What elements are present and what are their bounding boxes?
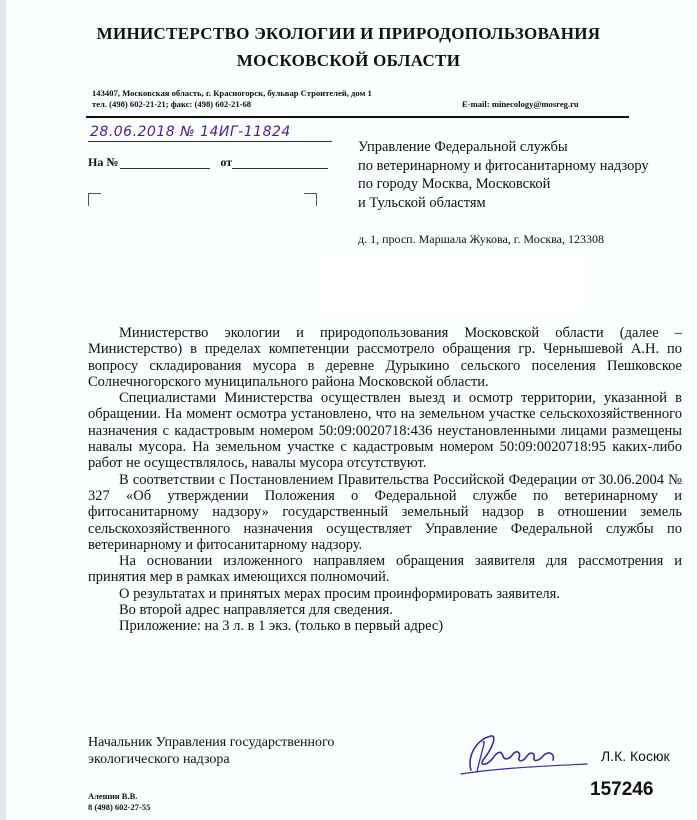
na-label: На № <box>88 155 119 169</box>
date-number-underline <box>88 141 332 142</box>
attachment-note: Приложение: на 3 л. в 1 экз. (только в первый адрес) <box>119 618 444 635</box>
body-paragraph-2: Специалистами Министерства осуществлен выезд и осмотр территории, указанной в обращении. На момент осмотра установлено, что на земельном участке сельскохозяйственного назначения с кадастровым номером 50:09:0020718:436 неустановленными лицами размещены навалы мусора. На земельном участке с кадастровым номером 50:09:0020718:95 каких-либо работ не осуществлялось, навалы мусора отсутствуют. <box>88 390 682 472</box>
ministry-phone-fax: тел. (498) 602-21-21; факс: (498) 602-21-68 <box>92 99 252 109</box>
address-corner-left <box>88 193 101 206</box>
address-corner-right <box>304 193 317 206</box>
recipient-line3: по городу Москва, Московской <box>358 176 551 192</box>
ministry-email: E-mail: minecology@mosreg.ru <box>462 99 579 109</box>
recipient-block <box>358 138 649 212</box>
reference-number-blank <box>120 168 210 169</box>
handwritten-date-number: 28.06.2018 № 14ИГ-11824 <box>90 124 291 140</box>
scan-edge <box>0 0 6 820</box>
ministry-name-line2: МОСКОВСКОЙ ОБЛАСТИ <box>236 51 461 70</box>
recipient-address: д. 1, просп. Маршала Жукова, г. Москва, 123308 <box>358 232 605 246</box>
ministry-postal-address: 143407, Московская область, г. Красногорск, бульвар Строителей, дом 1 <box>92 88 372 98</box>
reference-date-blank <box>232 168 328 169</box>
letter-body <box>88 325 682 635</box>
redacted-area <box>315 256 585 310</box>
registration-number: 157246 <box>590 779 654 800</box>
body-paragraph-4: На основании изложенного направляем обращения заявителя для рассмотрения и принятия мер в рамках имеющихся полномочий. <box>88 553 682 586</box>
recipient-line4: и Тульской областям <box>358 194 486 211</box>
header-divider <box>86 116 629 118</box>
body-paragraph-3: В соответствии с Постановлением Правительства Российской Федерации от 30.06.2004 № 327 «Об утверждении Положения о Федеральной службе по ветеринарному и фитосанитарному надзору» государственный земельный надзор в отношении земель сельскохозяйственного назначения осуществляет Управление Федеральной службы по ветеринарному и фитосанитарному надзору. <box>88 471 682 553</box>
recipient-line1: Управление Федеральной службы <box>358 139 568 155</box>
executor-phone: 8 (498) 602-27-55 <box>88 802 151 812</box>
executor-block <box>88 791 150 813</box>
recipient-line2: по ветеринарному и фитосанитарному надзору <box>358 157 649 174</box>
body-paragraph-6: Во второй адрес направляется для сведения. <box>119 602 393 619</box>
body-paragraph-1: Министерство экологии и природопользования Московской области (далее – Министерство) в пределах компетенции рассмотрело обращения гр. Чернышевой А.Н. по вопросу складирования мусора в деревне Дурыкино сельского поселения Пешковское Солнечногорского муниципального района Московской области. <box>88 325 682 390</box>
signer-name: Л.К. Косюк <box>601 748 670 764</box>
handwritten-signature <box>457 730 592 778</box>
signer-position <box>88 734 334 768</box>
ot-label: от <box>220 155 233 169</box>
executor-name: Алешин В.В. <box>88 791 138 801</box>
signer-position-line1: Начальник Управления государственного <box>88 735 335 750</box>
body-paragraph-5: О результатах и принятых мерах просим проинформировать заявителя. <box>119 585 560 602</box>
ministry-address-block <box>92 88 612 110</box>
signer-position-line2: экологического надзора <box>88 752 230 767</box>
ministry-name-line1: МИНИСТЕРСТВО ЭКОЛОГИИ И ПРИРОДОПОЛЬЗОВАНИЯ <box>96 24 601 43</box>
